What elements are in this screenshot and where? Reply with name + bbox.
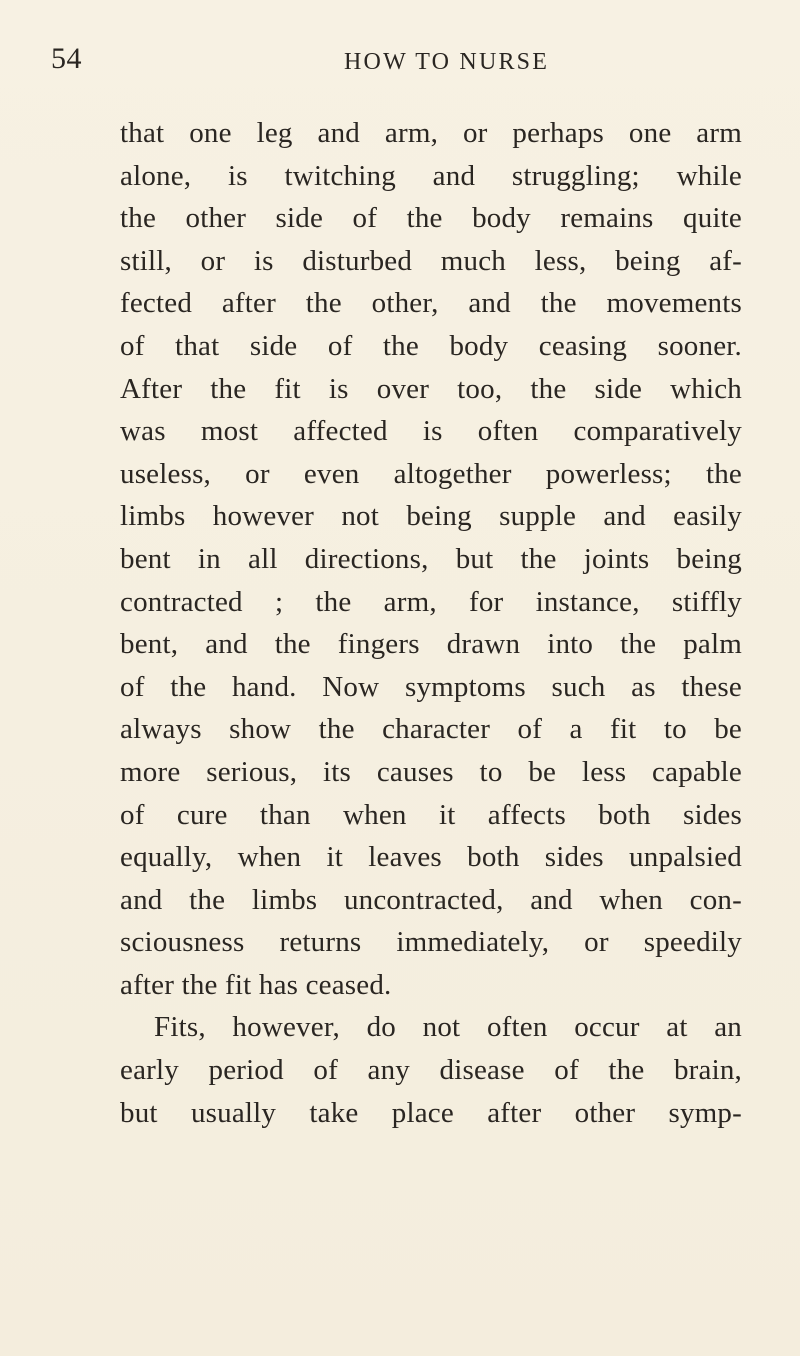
page-number: 54 — [51, 42, 82, 75]
text-line: bent, and the fingers drawn into the palm — [120, 628, 742, 661]
text-line: equally, when it leaves both sides unpalsied — [120, 841, 742, 874]
text-line: but usually take place after other symp- — [120, 1096, 742, 1129]
text-line: alone, is twitching and struggling; while — [120, 159, 742, 192]
text-line: that one leg and arm, or perhaps one arm — [120, 117, 742, 149]
text-line: fected after the other, and the movements — [120, 287, 742, 320]
text-line: of cure than when it affects both sides — [120, 798, 742, 831]
text-line: early period of any disease of the brain, — [120, 1054, 742, 1087]
text-line: contracted ; the arm, for instance, stiffly — [120, 585, 742, 618]
text-line: of that side of the body ceasing sooner. — [120, 329, 742, 362]
text-line: limbs however not being supple and easily — [120, 500, 742, 533]
text-line: After the fit is over too, the side which — [120, 372, 742, 405]
text-line: more serious, its causes to be less capable — [120, 755, 742, 788]
text-line: still, or is disturbed much less, being af- — [120, 244, 742, 277]
running-head: HOW TO NURSE — [344, 49, 550, 75]
text-line: the other side of the body remains quite — [120, 202, 742, 235]
text-line: useless, or even altogether powerless; the — [120, 457, 742, 490]
page-header — [0, 0, 800, 110]
text-line: sciousness returns immediately, or speedily — [120, 926, 742, 959]
text-line: always show the character of a fit to be — [120, 713, 742, 746]
text-line: after the fit has ceased. — [120, 968, 392, 1001]
text-line: bent in all directions, but the joints being — [120, 542, 742, 575]
text-line: was most affected is often comparatively — [120, 415, 742, 448]
text-line: of the hand. Now symptoms such as these — [120, 670, 742, 703]
text-line: Fits, however, do not often occur at an — [154, 1011, 742, 1044]
text-line: and the limbs uncontracted, and when con- — [120, 883, 742, 916]
body-text — [120, 112, 742, 1134]
